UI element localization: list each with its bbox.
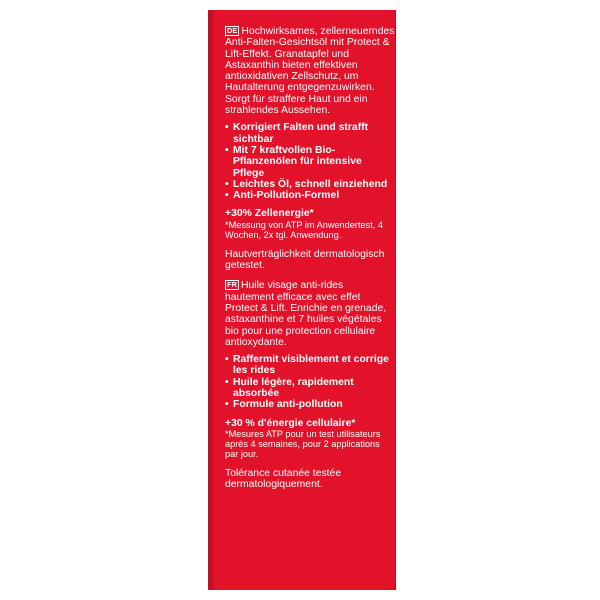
section-gap bbox=[225, 271, 395, 280]
fr-dermatology-note: Tolérance cutanée testée dermatologiquement. bbox=[225, 467, 342, 491]
de-language-tag: DE bbox=[227, 26, 238, 35]
fr-bullet-list bbox=[225, 354, 395, 410]
panel-edge-shade bbox=[209, 10, 213, 590]
de-energy-claim: +30% Zellenergie* bbox=[225, 208, 314, 220]
fr-bullet-item: • Formule anti-pollution bbox=[225, 399, 395, 410]
de-bullet-item: • Anti-Pollution-Formel bbox=[225, 190, 395, 201]
fr-bullet-item: • Huile légère, rapidement absorbée bbox=[225, 377, 395, 400]
de-bullet-list bbox=[225, 122, 395, 201]
de-bullet-item: • Mit 7 kraftvollen Bio-Pflanzenölen für intensive Pflege bbox=[225, 145, 395, 179]
fr-language-tag: FR bbox=[227, 280, 237, 290]
panel-text-content bbox=[225, 26, 395, 491]
de-dermatology-note: Hautverträglichkeit dermatologisch getestet. bbox=[225, 248, 385, 272]
german-section bbox=[225, 26, 395, 271]
de-footnote: *Messung von ATP im Anwendertest, 4 Wochen, 2x tgl. Anwendung. bbox=[225, 219, 383, 240]
fr-bullet-item: • Raffermit visiblement et corrige les rides bbox=[225, 354, 395, 377]
de-intro-text: Hochwirksames, zellerneuerndes Anti-Falten-Gesichtsöl mit Protect & Lift-Effekt. Granatapfel und Astaxanthin bieten effektiven antioxidativen Zellschutz, um Hautalterung entgegenzuwirken. Sorgt für straffere Haut und ein strahlendes Aussehen. bbox=[225, 26, 395, 117]
fr-energy-claim: +30 % d'énergie cellulaire* bbox=[225, 417, 356, 429]
fr-footnote: *Mesures ATP pour un test utilisateurs après 4 semaines, pour 2 applications par jour. bbox=[225, 428, 381, 459]
de-bullet-item: • Korrigiert Falten und strafft sichtbar bbox=[225, 122, 395, 145]
product-box-side-panel bbox=[208, 10, 396, 590]
de-intro-paragraph bbox=[225, 26, 395, 116]
de-bullet-item: • Leichtes Öl, schnell einziehend bbox=[225, 179, 395, 190]
fr-intro-text: Huile visage anti-rides hautement efficace avec effet Protect & Lift. Enrichie en grenade, astaxanthine et 7 huiles végétales bio pour une protection cellulaire antioxydante. bbox=[225, 280, 387, 348]
fr-intro-paragraph bbox=[225, 280, 395, 348]
french-section bbox=[225, 280, 395, 490]
